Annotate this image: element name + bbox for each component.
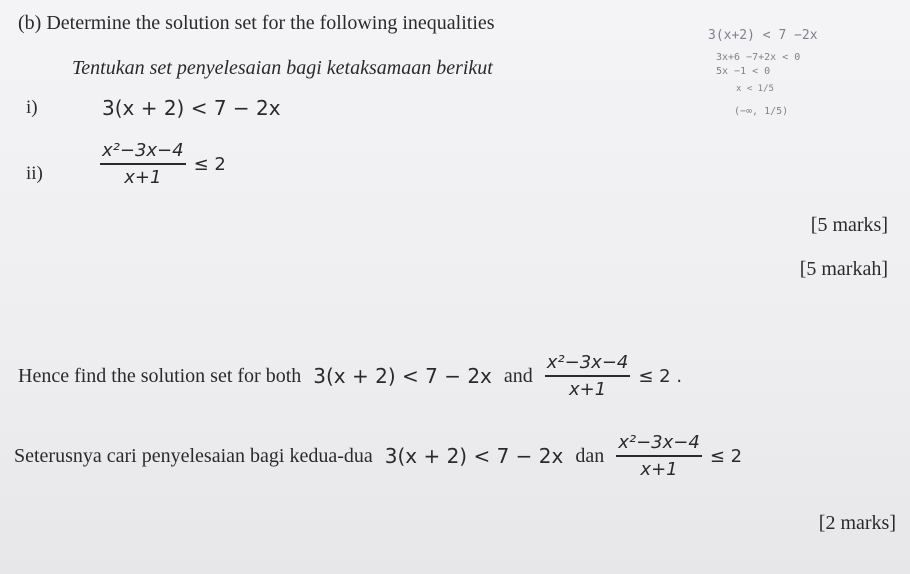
item-i-label: i) <box>26 97 38 118</box>
hence-denominator: x+1 <box>568 379 607 400</box>
item-ii-denominator: x+1 <box>124 167 162 188</box>
item-ii-rhs: ≤ 2 <box>193 153 226 175</box>
item-i-inequality: 3(x + 2) < 7 − 2x <box>102 96 281 120</box>
item-ii-label: ii) <box>26 163 43 184</box>
hence-inequality-1: 3(x + 2) < 7 − 2x <box>313 364 492 388</box>
handwritten-note-2: 3x+6 −7+2x < 0 <box>716 52 801 63</box>
handwritten-note-4: x < 1/5 <box>736 84 774 94</box>
hence-inequality-2 <box>545 352 682 400</box>
handwritten-note-1: 3(x+2) < 7 −2x <box>708 28 818 43</box>
hence-question <box>18 352 682 400</box>
hence-malay-text: Seterusnya cari penyelesaian bagi kedua-dua <box>14 444 373 467</box>
item-ii-numerator: x²−3x−4 <box>100 140 186 165</box>
marks-label: [5 marks] <box>810 214 888 236</box>
item-ii-inequality <box>100 140 226 188</box>
hence-malay-numerator: x²−3x−4 <box>616 432 702 457</box>
hence-rhs: ≤ 2 . <box>638 365 683 387</box>
hence-text: Hence find the solution set for both <box>18 364 302 387</box>
hence-malay-denominator: x+1 <box>640 459 678 480</box>
hence-malay-inequality-1: 3(x + 2) < 7 − 2x <box>384 444 564 468</box>
marks-label-malay: [5 markah] <box>799 258 888 280</box>
hence-malay-rhs: ≤ 2 <box>709 445 743 467</box>
hence-numerator: x²−3x−4 <box>545 352 631 377</box>
question-heading: (b) Determine the solution set for the following inequalities <box>18 12 495 34</box>
hence-conjunction: and <box>503 364 533 387</box>
hence-fraction <box>545 352 631 400</box>
item-ii-fraction <box>100 140 186 188</box>
hence-malay-inequality-2 <box>616 432 742 480</box>
handwritten-note-5: (−∞, 1/5) <box>734 106 789 117</box>
hence-question-malay <box>14 432 742 480</box>
handwritten-note-3: 5x −1 < 0 <box>716 66 771 77</box>
hence-malay-conjunction: dan <box>575 444 605 467</box>
final-marks-label: [2 marks] <box>818 512 896 534</box>
question-heading-malay: Tentukan set penyelesaian bagi ketaksamaan berikut <box>72 57 493 79</box>
hence-malay-fraction <box>616 432 702 480</box>
